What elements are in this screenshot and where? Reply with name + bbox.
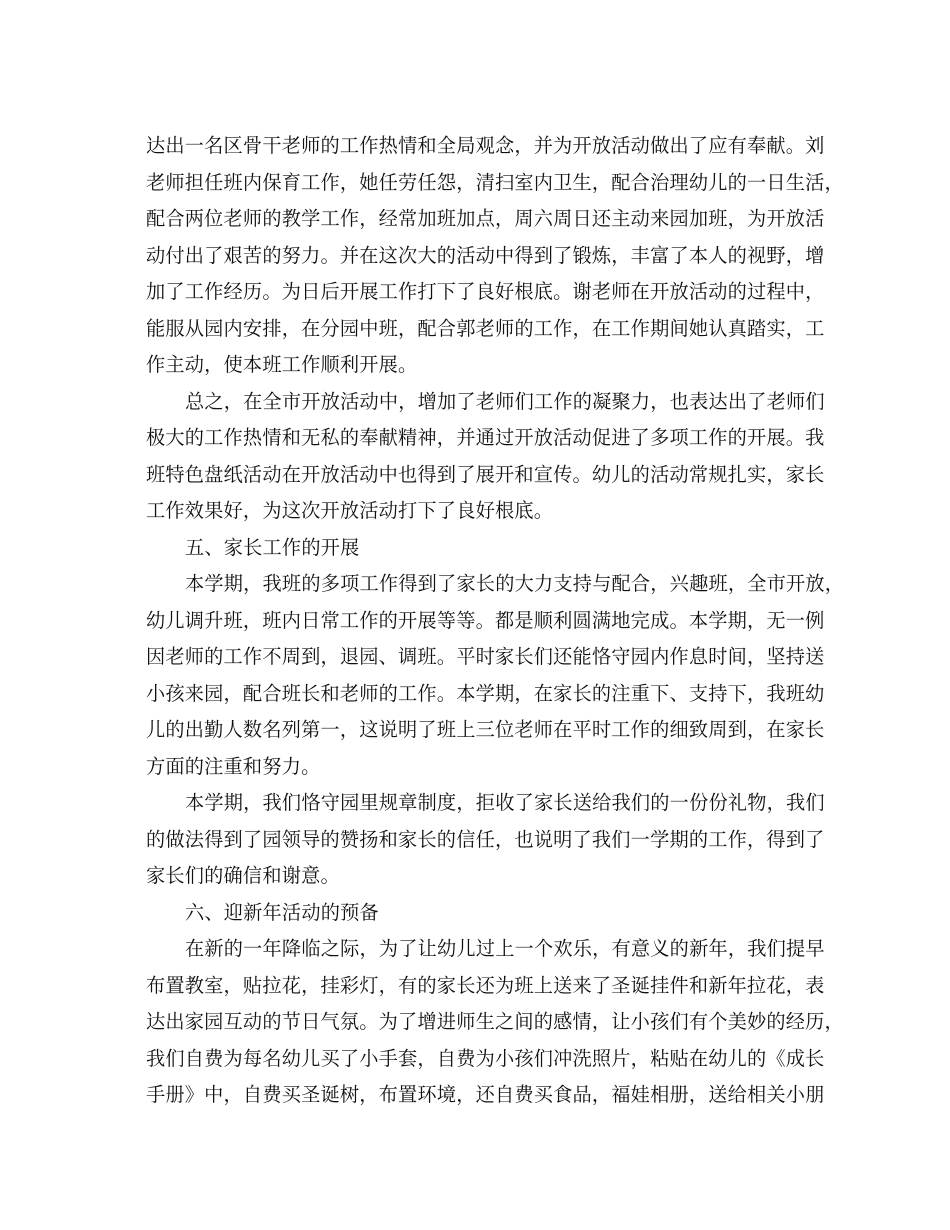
text-line: 方面的注重和努力。	[146, 754, 321, 778]
text-line: 工作效果好，为这次开放活动打下了良好根底。	[146, 499, 554, 522]
text-line: 我们自费为每名幼儿买了小手套，自费为小孩们冲洗照片，粘贴在幼儿的《成长	[146, 1046, 825, 1070]
paragraph-start-line: 总之，在全市开放活动中，增加了老师们工作的凝聚力，也表达出了老师们	[185, 389, 825, 413]
text-line: 的做法得到了园领导的赞扬和家长的信任，也说明了我们一学期的工作，得到了	[146, 827, 825, 851]
section-heading: 五、家长工作的开展	[185, 535, 360, 559]
paragraph-start-line: 本学期，我们恪守园里规章制度，拒收了家长送给我们的一份份礼物，我们	[185, 791, 825, 814]
text-line: 幼儿调升班，班内日常工作的开展等等。都是顺利圆满地完成。本学期，无一例	[146, 608, 825, 632]
text-line: 手册》中，自费买圣诞树，布置环境，还自费买食品，福娃相册，送给相关小朋	[146, 1083, 825, 1106]
paragraph-start-line: 本学期，我班的多项工作得到了家长的大力支持与配合，兴趣班，全市开放，	[185, 572, 845, 595]
text-line: 达出家园互动的节日气氛。为了增进师生之间的感情，让小孩们有个美妙的经历，	[146, 1010, 844, 1033]
section-heading: 六、迎新年活动的预备	[185, 900, 379, 924]
text-line: 儿的出勤人数名列第一，这说明了班上三位老师在平时工作的细致周到，在家长	[146, 718, 825, 741]
text-line: 小孩来园，配合班长和老师的工作。本学期，在家长的注重下、支持下，我班幼	[146, 681, 825, 705]
text-line: 极大的工作热情和无私的奉献精神，并通过开放活动促进了多项工作的开展。我	[146, 426, 825, 449]
text-line: 因老师的工作不周到，退园、调班。平时家长们还能恪守园内作息时间，坚持送	[146, 645, 825, 668]
text-line: 作主动，使本班工作顺利开展。	[146, 353, 418, 376]
text-line: 加了工作经历。为日后开展工作打下了良好根底。谢老师在开放活动的过程中，	[146, 280, 825, 303]
text-line: 家长们的确信和谢意。	[146, 864, 340, 887]
document-body	[146, 128, 845, 1114]
text-line: 老师担任班内保育工作，她任劳任怨，清扫室内卫生，配合治理幼儿的一日生活，	[146, 170, 844, 194]
text-line: 配合两位老师的教学工作，经常加班加点，周六周日还主动来园加班，为开放活	[146, 207, 825, 230]
paragraph-start-line: 在新的一年降临之际，为了让幼儿过上一个欢乐，有意义的新年，我们提早	[185, 937, 825, 960]
text-line: 布置教室，贴拉花，挂彩灯，有的家长还为班上送来了圣诞挂件和新年拉花，表	[146, 973, 825, 997]
text-line: 动付出了艰苦的努力。并在这次大的活动中得到了锻炼，丰富了本人的视野，增	[146, 243, 825, 267]
text-line: 班特色盘纸活动在开放活动中也得到了展开和宣传。幼儿的活动常规扎实，家长	[146, 462, 825, 486]
text-line: 达出一名区骨干老师的工作热情和全局观念，并为开放活动做出了应有奉献。刘	[146, 134, 825, 157]
text-line: 能服从园内安排，在分园中班，配合郭老师的工作，在工作期间她认真踏实，工	[146, 316, 825, 340]
